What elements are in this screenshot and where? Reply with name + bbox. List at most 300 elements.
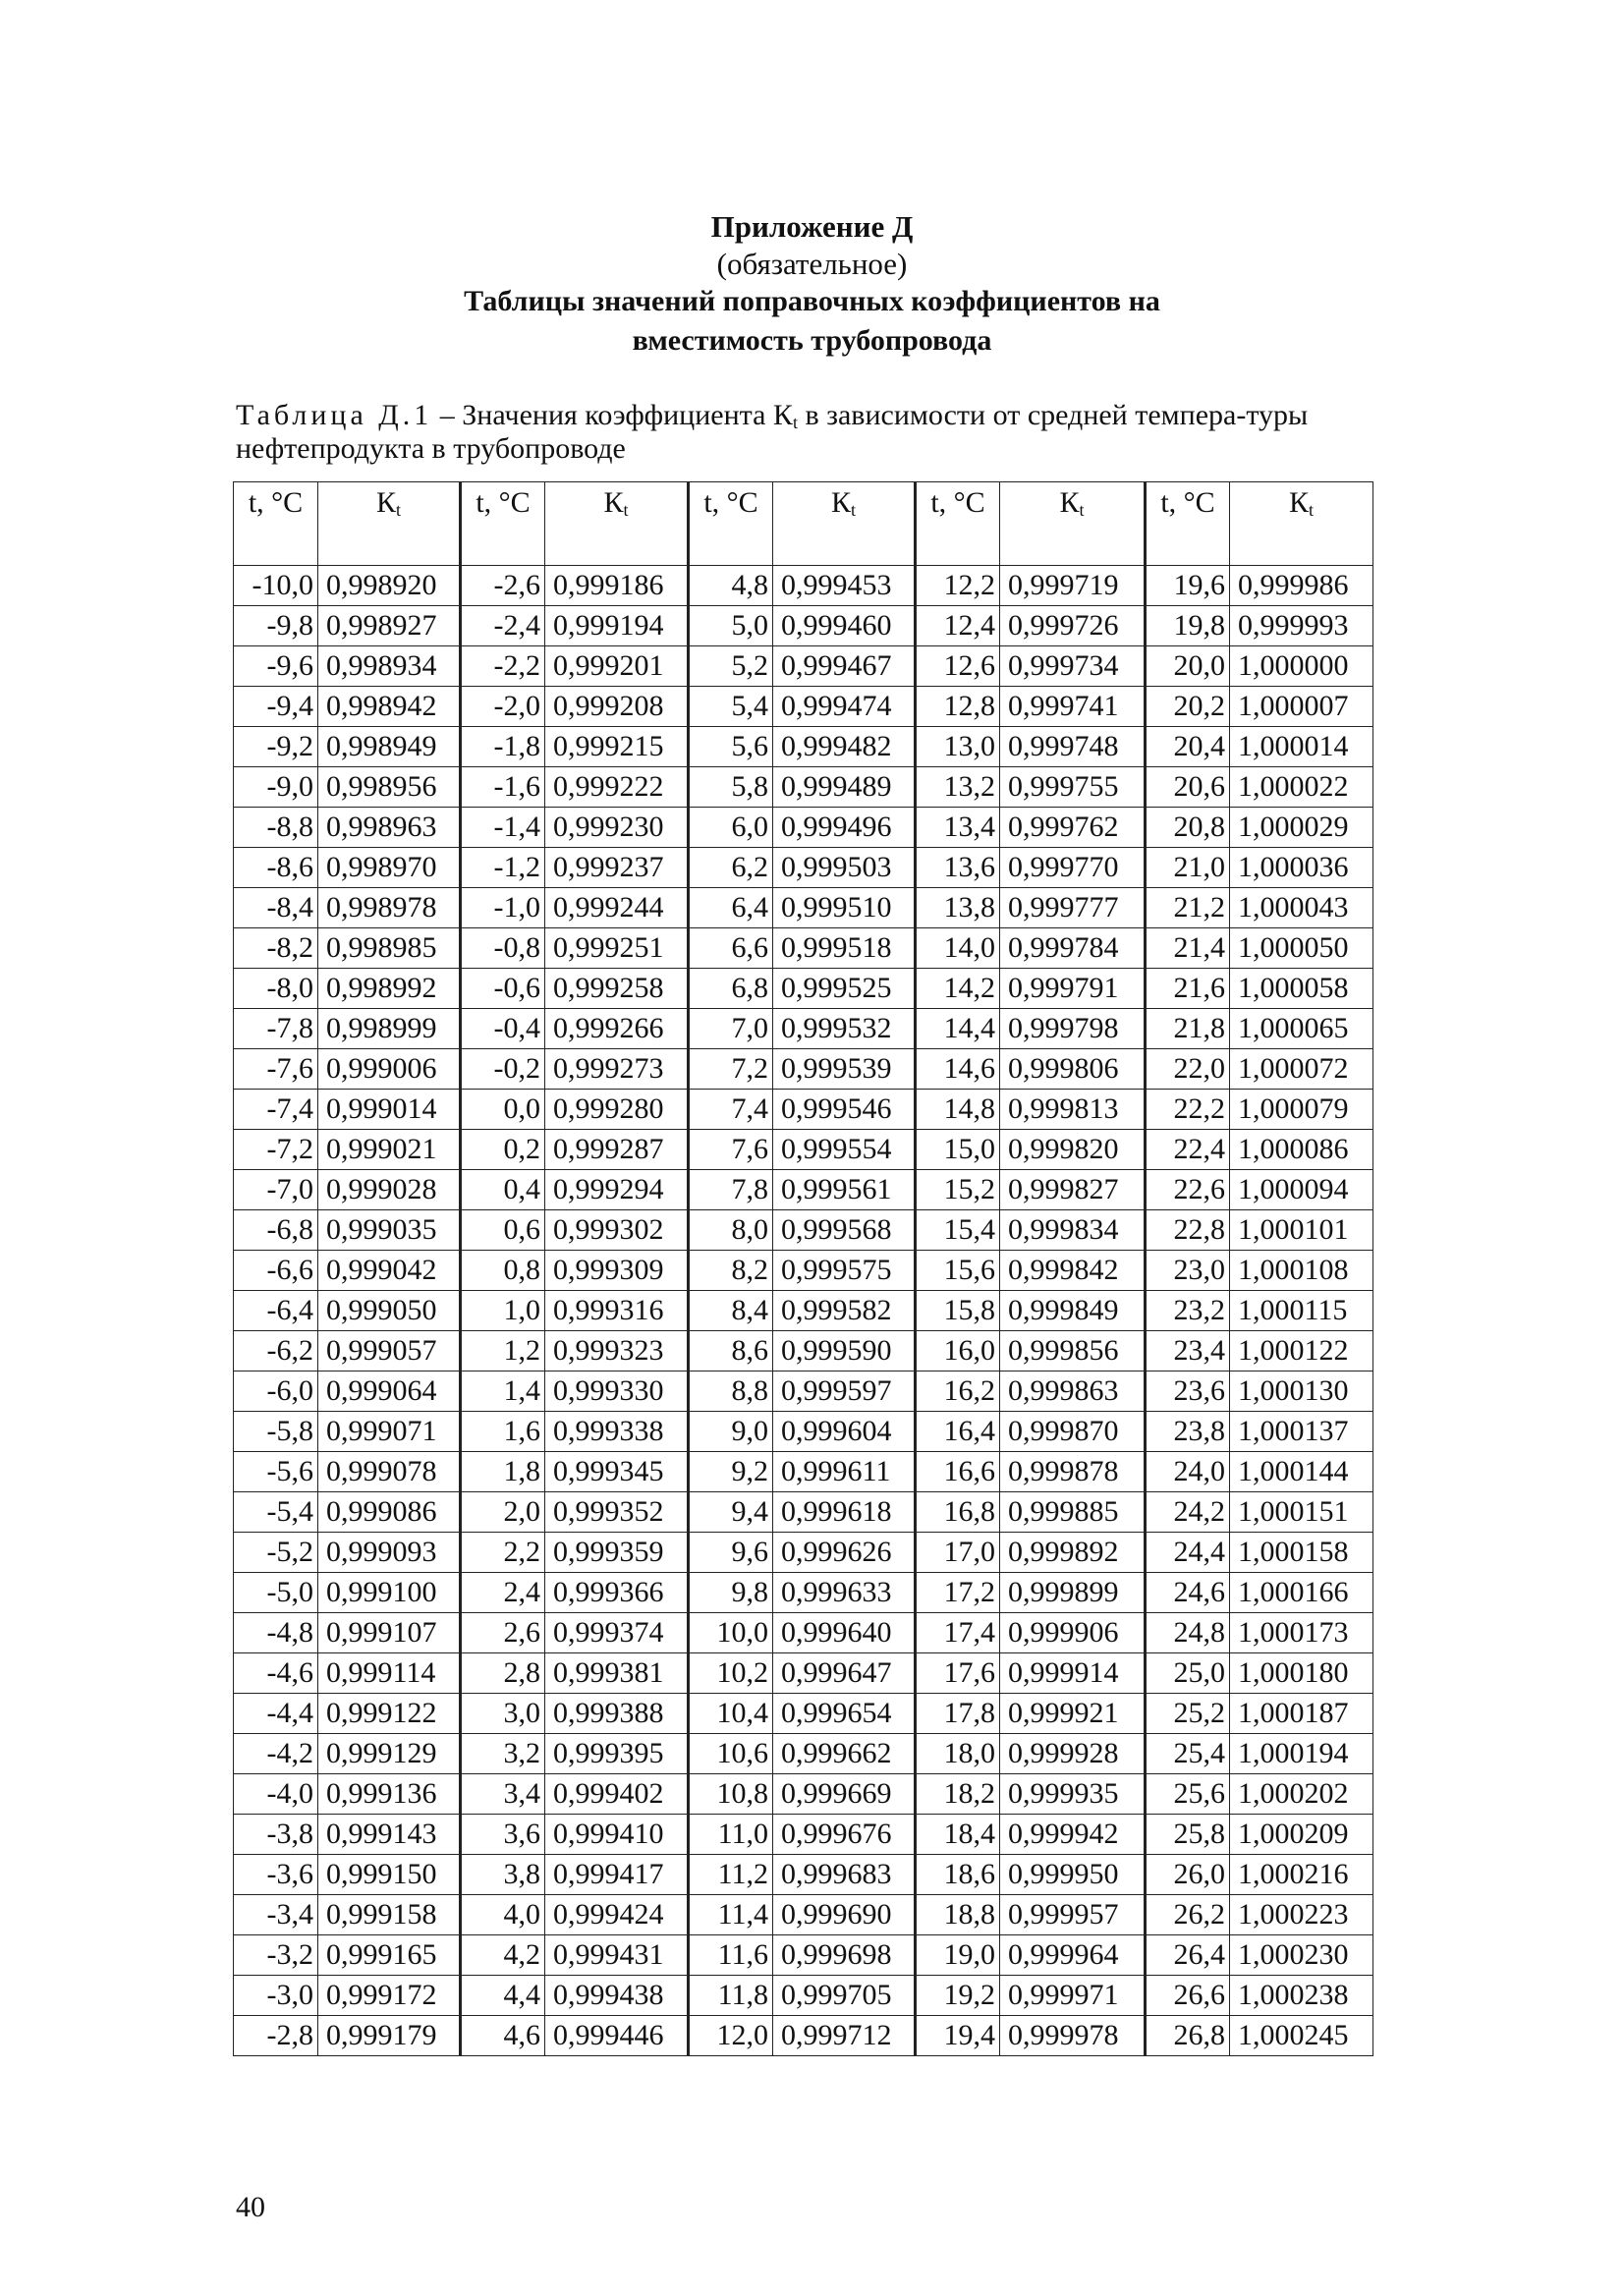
table-row — [234, 1855, 1373, 1895]
coefficient-cell: 0,999748 — [1000, 727, 1146, 767]
coefficient-cell: 0,999770 — [1000, 848, 1146, 888]
coefficient-table-body — [234, 566, 1373, 2056]
temperature-cell: 11,0 — [689, 1815, 773, 1855]
table-row — [234, 969, 1373, 1009]
temperature-cell: 14,4 — [916, 1009, 1000, 1049]
temperature-cell: 7,6 — [689, 1130, 773, 1170]
coefficient-cell: 1,000151 — [1230, 1492, 1373, 1533]
temperature-cell: -8,0 — [234, 969, 318, 1009]
temperature-cell: 10,8 — [689, 1774, 773, 1815]
temperature-cell: 24,2 — [1146, 1492, 1230, 1533]
coefficient-cell: 0,999395 — [545, 1734, 689, 1774]
coefficient-cell: 0,999813 — [1000, 1090, 1146, 1130]
header-temperature: t, °C — [461, 482, 545, 566]
temperature-cell: 3,2 — [461, 1734, 545, 1774]
header-temperature: t, °C — [234, 482, 318, 566]
coefficient-cell: 0,999806 — [1000, 1049, 1146, 1090]
coefficient-cell: 0,999777 — [1000, 888, 1146, 928]
temperature-cell: 7,2 — [689, 1049, 773, 1090]
header-temperature: t, °C — [1146, 482, 1230, 566]
temperature-cell: -3,0 — [234, 1976, 318, 2016]
coefficient-cell: 0,999597 — [773, 1371, 916, 1412]
coefficient-cell: 0,999676 — [773, 1815, 916, 1855]
appendix-status: (обязательное) — [716, 247, 908, 281]
coefficient-cell: 0,999028 — [318, 1170, 461, 1210]
coefficient-cell: 1,000173 — [1230, 1613, 1373, 1653]
coefficient-cell: 0,999122 — [318, 1694, 461, 1734]
coefficient-cell: 0,999834 — [1000, 1210, 1146, 1251]
temperature-cell: 15,6 — [916, 1251, 1000, 1291]
temperature-cell: 6,4 — [689, 888, 773, 928]
coefficient-cell: 0,999914 — [1000, 1653, 1146, 1694]
header-coefficient-symbol: К — [603, 486, 624, 519]
temperature-cell: 11,6 — [689, 1935, 773, 1976]
coefficient-cell: 0,999532 — [773, 1009, 916, 1049]
table-row — [234, 1331, 1373, 1371]
temperature-cell: -6,4 — [234, 1291, 318, 1331]
temperature-cell: 1,8 — [461, 1452, 545, 1492]
temperature-cell: -7,6 — [234, 1049, 318, 1090]
temperature-cell: 20,0 — [1146, 646, 1230, 687]
coefficient-cell: 0,999827 — [1000, 1170, 1146, 1210]
coefficient-cell: 0,999626 — [773, 1533, 916, 1573]
temperature-cell: -7,0 — [234, 1170, 318, 1210]
table-row — [234, 727, 1373, 767]
table-row — [234, 848, 1373, 888]
temperature-cell: 7,0 — [689, 1009, 773, 1049]
temperature-cell: -4,8 — [234, 1613, 318, 1653]
temperature-cell: 25,8 — [1146, 1815, 1230, 1855]
coefficient-cell: 1,000014 — [1230, 727, 1373, 767]
coefficient-cell: 1,000007 — [1230, 687, 1373, 727]
coefficient-cell: 0,999921 — [1000, 1694, 1146, 1734]
temperature-cell: -9,4 — [234, 687, 318, 727]
coefficient-cell: 0,999575 — [773, 1251, 916, 1291]
temperature-cell: -1,2 — [461, 848, 545, 888]
coefficient-cell: 0,999438 — [545, 1976, 689, 2016]
coefficient-cell: 0,999417 — [545, 1855, 689, 1895]
coefficient-cell: 1,000230 — [1230, 1935, 1373, 1976]
temperature-cell: 6,8 — [689, 969, 773, 1009]
coefficient-cell: 0,999611 — [773, 1452, 916, 1492]
coefficient-cell: 0,999165 — [318, 1935, 461, 1976]
temperature-cell: 10,4 — [689, 1694, 773, 1734]
coefficient-cell: 0,999885 — [1000, 1492, 1146, 1533]
coefficient-cell: 1,000022 — [1230, 767, 1373, 808]
table-row — [234, 566, 1373, 606]
coefficient-cell: 1,000180 — [1230, 1653, 1373, 1694]
appendix-title: Приложение Д — [710, 209, 914, 244]
coefficient-cell: 0,999964 — [1000, 1935, 1146, 1976]
coefficient-cell: 0,999251 — [545, 928, 689, 969]
temperature-cell: 12,0 — [689, 2016, 773, 2056]
coefficient-cell: 1,000202 — [1230, 1774, 1373, 1815]
coefficient-cell: 0,999035 — [318, 1210, 461, 1251]
coefficient-cell: 0,999489 — [773, 767, 916, 808]
page-number: 40 — [236, 2191, 265, 2223]
temperature-cell: -3,4 — [234, 1895, 318, 1935]
temperature-cell: 21,6 — [1146, 969, 1230, 1009]
coefficient-cell: 0,999042 — [318, 1251, 461, 1291]
coefficient-cell: 0,999503 — [773, 848, 916, 888]
coefficient-cell: 1,000137 — [1230, 1412, 1373, 1452]
temperature-cell: -5,8 — [234, 1412, 318, 1452]
coefficient-cell: 0,999402 — [545, 1774, 689, 1815]
temperature-cell: 25,0 — [1146, 1653, 1230, 1694]
table-row — [234, 1895, 1373, 1935]
coefficient-cell: 0,999114 — [318, 1653, 461, 1694]
temperature-cell: 22,2 — [1146, 1090, 1230, 1130]
temperature-cell: 24,8 — [1146, 1613, 1230, 1653]
table-row — [234, 1130, 1373, 1170]
coefficient-cell: 0,999107 — [318, 1613, 461, 1653]
temperature-cell: -10,0 — [234, 566, 318, 606]
coefficient-cell: 0,999734 — [1000, 646, 1146, 687]
coefficient-cell: 0,999287 — [545, 1130, 689, 1170]
table-row — [234, 1613, 1373, 1653]
temperature-cell: 7,4 — [689, 1090, 773, 1130]
temperature-cell: -5,2 — [234, 1533, 318, 1573]
coefficient-cell: 0,999863 — [1000, 1371, 1146, 1412]
temperature-cell: 3,4 — [461, 1774, 545, 1815]
coefficient-cell: 0,999093 — [318, 1533, 461, 1573]
temperature-cell: 14,8 — [916, 1090, 1000, 1130]
coefficient-cell: 0,999294 — [545, 1170, 689, 1210]
coefficient-cell: 1,000036 — [1230, 848, 1373, 888]
coefficient-cell: 1,000050 — [1230, 928, 1373, 969]
table-row — [234, 1492, 1373, 1533]
coefficient-cell: 1,000043 — [1230, 888, 1373, 928]
temperature-cell: 17,4 — [916, 1613, 1000, 1653]
temperature-cell: 2,2 — [461, 1533, 545, 1573]
temperature-cell: -0,4 — [461, 1009, 545, 1049]
coefficient-cell: 0,999640 — [773, 1613, 916, 1653]
temperature-cell: -2,2 — [461, 646, 545, 687]
coefficient-cell: 0,999784 — [1000, 928, 1146, 969]
temperature-cell: 15,0 — [916, 1130, 1000, 1170]
coefficient-cell: 0,999410 — [545, 1815, 689, 1855]
temperature-cell: 4,6 — [461, 2016, 545, 2056]
temperature-cell: 21,8 — [1146, 1009, 1230, 1049]
temperature-cell: 2,8 — [461, 1653, 545, 1694]
coefficient-cell: 0,998949 — [318, 727, 461, 767]
coefficient-cell: 0,999467 — [773, 646, 916, 687]
coefficient-cell: 0,999856 — [1000, 1331, 1146, 1371]
temperature-cell: 2,0 — [461, 1492, 545, 1533]
header-coefficient-subscript: t — [1309, 500, 1315, 520]
coefficient-cell: 1,000158 — [1230, 1533, 1373, 1573]
coefficient-cell: 1,000122 — [1230, 1331, 1373, 1371]
temperature-cell: -7,8 — [234, 1009, 318, 1049]
coefficient-cell: 0,999460 — [773, 606, 916, 646]
temperature-cell: -2,8 — [234, 2016, 318, 2056]
temperature-cell: 10,0 — [689, 1613, 773, 1653]
temperature-cell: 19,4 — [916, 2016, 1000, 2056]
coefficient-cell: 0,999878 — [1000, 1452, 1146, 1492]
temperature-cell: 6,0 — [689, 808, 773, 848]
coefficient-cell: 0,999791 — [1000, 969, 1146, 1009]
temperature-cell: -9,6 — [234, 646, 318, 687]
temperature-cell: 20,6 — [1146, 767, 1230, 808]
header-temperature: t, °C — [916, 482, 1000, 566]
coefficient-cell: 0,999323 — [545, 1331, 689, 1371]
temperature-cell: -2,0 — [461, 687, 545, 727]
coefficient-cell: 0,999554 — [773, 1130, 916, 1170]
temperature-cell: -5,0 — [234, 1573, 318, 1613]
coefficient-cell: 1,000238 — [1230, 1976, 1373, 2016]
temperature-cell: 15,4 — [916, 1210, 1000, 1251]
coefficient-cell: 0,999525 — [773, 969, 916, 1009]
coefficient-cell: 0,999136 — [318, 1774, 461, 1815]
temperature-cell: 4,8 — [689, 566, 773, 606]
temperature-cell: -9,0 — [234, 767, 318, 808]
temperature-cell: -1,4 — [461, 808, 545, 848]
coefficient-cell: 0,998963 — [318, 808, 461, 848]
coefficient-cell: 1,000079 — [1230, 1090, 1373, 1130]
temperature-cell: 3,6 — [461, 1815, 545, 1855]
temperature-cell: 23,8 — [1146, 1412, 1230, 1452]
coefficient-cell: 0,999561 — [773, 1170, 916, 1210]
table-row — [234, 1090, 1373, 1130]
table-header-row — [234, 482, 1373, 566]
coefficient-cell: 0,999129 — [318, 1734, 461, 1774]
coefficient-cell: 1,000130 — [1230, 1371, 1373, 1412]
temperature-cell: 8,0 — [689, 1210, 773, 1251]
temperature-cell: -1,0 — [461, 888, 545, 928]
coefficient-cell: 0,998920 — [318, 566, 461, 606]
coefficient-cell: 0,999172 — [318, 1976, 461, 2016]
header-coefficient — [1230, 482, 1373, 566]
temperature-cell: 11,2 — [689, 1855, 773, 1895]
temperature-cell: 7,8 — [689, 1170, 773, 1210]
coefficient-cell: 0,999950 — [1000, 1855, 1146, 1895]
coefficient-cell: 0,999215 — [545, 727, 689, 767]
temperature-cell: 18,4 — [916, 1815, 1000, 1855]
coefficient-cell: 0,999021 — [318, 1130, 461, 1170]
temperature-cell: 0,6 — [461, 1210, 545, 1251]
table-row — [234, 1251, 1373, 1291]
temperature-cell: 21,4 — [1146, 928, 1230, 969]
temperature-cell: 1,0 — [461, 1291, 545, 1331]
temperature-cell: 13,0 — [916, 727, 1000, 767]
temperature-cell: -6,8 — [234, 1210, 318, 1251]
coefficient-cell: 1,000101 — [1230, 1210, 1373, 1251]
temperature-cell: 10,6 — [689, 1734, 773, 1774]
coefficient-cell: 0,999726 — [1000, 606, 1146, 646]
table-row — [234, 1452, 1373, 1492]
temperature-cell: -4,6 — [234, 1653, 318, 1694]
temperature-cell: 0,4 — [461, 1170, 545, 1210]
coefficient-cell: 0,999993 — [1230, 606, 1373, 646]
coefficient-cell: 0,999496 — [773, 808, 916, 848]
temperature-cell: 11,4 — [689, 1895, 773, 1935]
header-coefficient-symbol: К — [375, 486, 396, 519]
coefficient-cell: 0,999273 — [545, 1049, 689, 1090]
temperature-cell: -8,2 — [234, 928, 318, 969]
coefficient-cell: 0,998992 — [318, 969, 461, 1009]
temperature-cell: -6,2 — [234, 1331, 318, 1371]
coefficient-cell: 0,999453 — [773, 566, 916, 606]
coefficient-cell: 0,999870 — [1000, 1412, 1146, 1452]
temperature-cell: 11,8 — [689, 1976, 773, 2016]
table-caption — [236, 399, 1405, 466]
temperature-cell: 20,2 — [1146, 687, 1230, 727]
coefficient-cell: 0,999237 — [545, 848, 689, 888]
coefficient-cell: 0,999482 — [773, 727, 916, 767]
coefficient-cell: 0,999431 — [545, 1935, 689, 1976]
coefficient-cell: 1,000108 — [1230, 1251, 1373, 1291]
temperature-cell: 5,0 — [689, 606, 773, 646]
header-coefficient-symbol: К — [830, 486, 851, 519]
temperature-cell: 17,6 — [916, 1653, 1000, 1694]
coefficient-cell: 1,000094 — [1230, 1170, 1373, 1210]
coefficient-cell: 1,000065 — [1230, 1009, 1373, 1049]
temperature-cell: -3,2 — [234, 1935, 318, 1976]
coefficient-cell: 0,999935 — [1000, 1774, 1146, 1815]
coefficient-cell: 0,999374 — [545, 1613, 689, 1653]
coefficient-cell: 0,999618 — [773, 1492, 916, 1533]
temperature-cell: 24,4 — [1146, 1533, 1230, 1573]
temperature-cell: 19,0 — [916, 1935, 1000, 1976]
coefficient-cell: 0,999150 — [318, 1855, 461, 1895]
coefficient-cell: 0,999050 — [318, 1291, 461, 1331]
temperature-cell: 16,6 — [916, 1452, 1000, 1492]
table-row — [234, 1935, 1373, 1976]
temperature-cell: 8,2 — [689, 1251, 773, 1291]
coefficient-cell: 0,999510 — [773, 888, 916, 928]
coefficient-cell: 0,999446 — [545, 2016, 689, 2056]
temperature-cell: 22,4 — [1146, 1130, 1230, 1170]
header-coefficient-subscript: t — [396, 500, 402, 520]
temperature-cell: 12,6 — [916, 646, 1000, 687]
coefficient-cell: 1,000166 — [1230, 1573, 1373, 1613]
temperature-cell: 13,8 — [916, 888, 1000, 928]
coefficient-cell: 0,998985 — [318, 928, 461, 969]
temperature-cell: 26,4 — [1146, 1935, 1230, 1976]
coefficient-cell: 1,000209 — [1230, 1815, 1373, 1855]
temperature-cell: 6,6 — [689, 928, 773, 969]
temperature-cell: 3,8 — [461, 1855, 545, 1895]
coefficient-table-header — [234, 482, 1373, 566]
temperature-cell: 5,6 — [689, 727, 773, 767]
coefficient-cell: 0,999158 — [318, 1895, 461, 1935]
coefficient-cell: 0,999330 — [545, 1371, 689, 1412]
header-coefficient-subscript: t — [623, 500, 629, 520]
temperature-cell: -9,8 — [234, 606, 318, 646]
coefficient-cell: 0,999078 — [318, 1452, 461, 1492]
coefficient-cell: 0,999842 — [1000, 1251, 1146, 1291]
temperature-cell: 18,0 — [916, 1734, 1000, 1774]
temperature-cell: 2,4 — [461, 1573, 545, 1613]
temperature-cell: -5,4 — [234, 1492, 318, 1533]
coefficient-cell: 0,999208 — [545, 687, 689, 727]
coefficient-cell: 0,999741 — [1000, 687, 1146, 727]
temperature-cell: 21,2 — [1146, 888, 1230, 928]
temperature-cell: 20,8 — [1146, 808, 1230, 848]
coefficient-cell: 0,998942 — [318, 687, 461, 727]
coefficient-cell: 0,999366 — [545, 1573, 689, 1613]
coefficient-cell: 0,999338 — [545, 1412, 689, 1452]
coefficient-cell: 0,999662 — [773, 1734, 916, 1774]
temperature-cell: 20,4 — [1146, 727, 1230, 767]
temperature-cell: 9,4 — [689, 1492, 773, 1533]
temperature-cell: 0,0 — [461, 1090, 545, 1130]
table-row — [234, 1815, 1373, 1855]
coefficient-cell: 0,999518 — [773, 928, 916, 969]
temperature-cell: -5,6 — [234, 1452, 318, 1492]
coefficient-cell: 0,999222 — [545, 767, 689, 808]
temperature-cell: 9,6 — [689, 1533, 773, 1573]
coefficient-cell: 0,998934 — [318, 646, 461, 687]
temperature-cell: 24,6 — [1146, 1573, 1230, 1613]
temperature-cell: 5,8 — [689, 767, 773, 808]
temperature-cell: 26,8 — [1146, 2016, 1230, 2056]
coefficient-cell: 0,999928 — [1000, 1734, 1146, 1774]
table-row — [234, 1049, 1373, 1090]
temperature-cell: 14,0 — [916, 928, 1000, 969]
coefficient-cell: 0,998999 — [318, 1009, 461, 1049]
table-row — [234, 1412, 1373, 1452]
temperature-cell: 9,0 — [689, 1412, 773, 1452]
temperature-cell: 13,6 — [916, 848, 1000, 888]
temperature-cell: 25,2 — [1146, 1694, 1230, 1734]
temperature-cell: 0,8 — [461, 1251, 545, 1291]
table-caption-subscript: t — [792, 413, 798, 432]
coefficient-cell: 1,000058 — [1230, 969, 1373, 1009]
temperature-cell: -7,4 — [234, 1090, 318, 1130]
table-row — [234, 1210, 1373, 1251]
coefficient-cell: 0,999849 — [1000, 1291, 1146, 1331]
coefficient-cell: 0,999359 — [545, 1533, 689, 1573]
temperature-cell: 1,6 — [461, 1412, 545, 1452]
coefficient-cell: 0,999698 — [773, 1935, 916, 1976]
temperature-cell: 5,4 — [689, 687, 773, 727]
tables-title-line1: Таблицы значений поправочных коэффициентов на — [464, 285, 1160, 317]
coefficient-cell: 0,999633 — [773, 1573, 916, 1613]
temperature-cell: 16,0 — [916, 1331, 1000, 1371]
coefficient-cell: 0,999654 — [773, 1694, 916, 1734]
coefficient-cell: 0,999086 — [318, 1492, 461, 1533]
temperature-cell: 17,8 — [916, 1694, 1000, 1734]
temperature-cell: -4,4 — [234, 1694, 318, 1734]
coefficient-cell: 1,000187 — [1230, 1694, 1373, 1734]
table-row — [234, 767, 1373, 808]
coefficient-cell: 0,999899 — [1000, 1573, 1146, 1613]
coefficient-cell: 0,999006 — [318, 1049, 461, 1090]
table-row — [234, 1170, 1373, 1210]
coefficient-cell: 0,999978 — [1000, 2016, 1146, 2056]
table-row — [234, 1573, 1373, 1613]
coefficient-cell: 0,999309 — [545, 1251, 689, 1291]
temperature-cell: -3,8 — [234, 1815, 318, 1855]
temperature-cell: -1,8 — [461, 727, 545, 767]
temperature-cell: 16,2 — [916, 1371, 1000, 1412]
coefficient-cell: 1,000144 — [1230, 1452, 1373, 1492]
coefficient-cell: 0,999388 — [545, 1694, 689, 1734]
temperature-cell: 12,8 — [916, 687, 1000, 727]
table-caption-text-after: в зависимости от средней темпера-туры нефтепродукта в трубопроводе — [236, 399, 1309, 465]
temperature-cell: 8,4 — [689, 1291, 773, 1331]
temperature-cell: 10,2 — [689, 1653, 773, 1694]
coefficient-cell: 0,999258 — [545, 969, 689, 1009]
coefficient-cell: 0,999798 — [1000, 1009, 1146, 1049]
coefficient-cell: 1,000115 — [1230, 1291, 1373, 1331]
coefficient-cell: 0,999186 — [545, 566, 689, 606]
coefficient-cell: 0,999755 — [1000, 767, 1146, 808]
temperature-cell: 23,4 — [1146, 1331, 1230, 1371]
coefficient-cell: 0,999014 — [318, 1090, 461, 1130]
coefficient-cell: 0,999820 — [1000, 1130, 1146, 1170]
